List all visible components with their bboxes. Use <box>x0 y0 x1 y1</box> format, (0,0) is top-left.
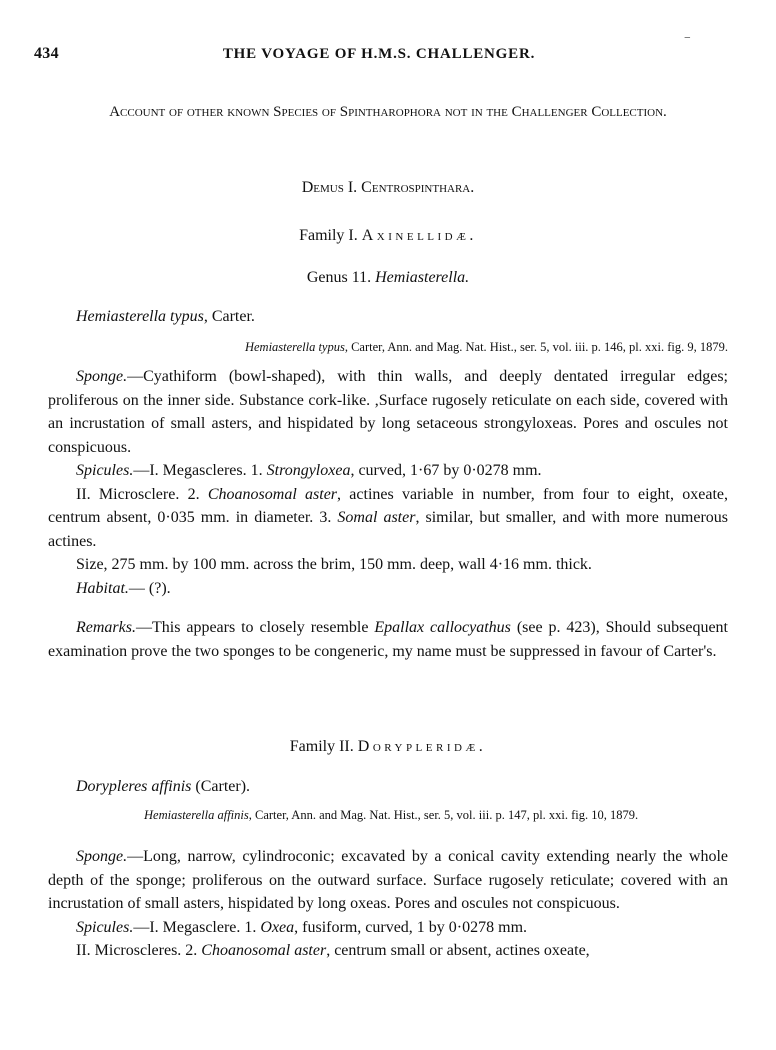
family-prefix: Family I. <box>299 227 362 244</box>
microsclere-text: II. Microsclere. 2. <box>76 485 208 503</box>
species-1-description <box>48 365 728 600</box>
family-prefix: Family II. <box>289 738 358 755</box>
species-2-description <box>48 845 728 963</box>
family-name: Dorypleridæ. <box>357 738 487 755</box>
sponge-label: Sponge. <box>76 368 128 385</box>
species-heading-2 <box>76 775 726 799</box>
microsclere-name: Choanosomal aster <box>207 485 338 503</box>
spicules-text: —I. Megasclere. 1. <box>133 918 261 936</box>
remarks-species: Epallax callocyathus <box>374 619 511 636</box>
spicule-name: Strongyloxea <box>266 462 351 479</box>
genus-name: Hemiasterella. <box>375 269 470 286</box>
remarks-rest: (see p. 423), Should subsequent examination prove the two sponges to be congeneric, my name must be suppressed in favour of Carter's. <box>48 619 728 660</box>
reference-name: Hemiasterella affinis <box>144 808 249 822</box>
reference-1 <box>140 338 728 356</box>
microsclere-text: II. Microscleres. 2. <box>76 942 202 959</box>
species-name: Dorypleres affinis <box>76 778 192 795</box>
spicules-text: —I. Megascleres. 1. <box>133 462 267 479</box>
corner-mark: ‾ <box>685 37 690 52</box>
microsclere-detail: , actines variable in number, from four to eight, oxeate, centrum absent, 0·035 mm. in diameter. 3. <box>48 485 728 526</box>
sponge-paragraph <box>48 365 728 459</box>
species-heading-1 <box>76 305 726 329</box>
reference-text: , Carter, Ann. and Mag. Nat. Hist., ser. 5, vol. iii. p. 147, pl. xxi. fig. 10, 1879. <box>248 808 639 822</box>
microsclere-paragraph <box>48 483 728 554</box>
sponge-text: —Cyathiform (bowl-shaped), with thin walls, and deeply dentated irregular edges; proliferous on the inner side. Substance cork-like. ,Surface rugosely reticulate on each side, covered with an incrustation of small asters, and hispidated by long setaceous strongyloxeas. Pores and oscules not conspicuous. <box>48 368 728 456</box>
microsclere-paragraph <box>48 939 728 963</box>
demus-text: Demus I. Centrospinthara. <box>301 179 475 196</box>
reference-name: Hemiasterella typus <box>244 340 345 354</box>
somal-aster-name: Somal aster <box>337 509 416 526</box>
demus-heading <box>48 176 728 200</box>
remarks-text: —This appears to closely resemble <box>135 619 375 636</box>
spicules-paragraph <box>48 459 728 483</box>
genus-heading <box>48 266 728 290</box>
remarks-label: Remarks. <box>76 619 136 636</box>
size-paragraph: Size, 275 mm. by 100 mm. across the brim, 150 mm. deep, wall 4·16 mm. thick. <box>76 556 592 573</box>
microsclere-name: Choanosomal aster <box>201 942 327 959</box>
reference-2 <box>144 806 720 824</box>
spicules-measure: , curved, 1·67 by 0·0278 mm. <box>350 462 542 479</box>
spicules-measure: , fusiform, curved, 1 by 0·0278 mm. <box>294 918 528 936</box>
page-number: 434 <box>34 45 59 62</box>
species-author: , Carter. <box>203 308 255 325</box>
genus-prefix: Genus 11. <box>306 269 376 286</box>
species-author: (Carter). <box>191 778 251 795</box>
running-title: THE VOYAGE OF H.M.S. CHALLENGER. <box>222 46 536 62</box>
running-header <box>34 37 724 69</box>
species-name: Hemiasterella typus <box>76 308 204 325</box>
remarks-paragraph <box>48 616 728 663</box>
reference-text: , Carter, Ann. and Mag. Nat. Hist., ser. 5, vol. iii. p. 146, pl. xxi. fig. 9, 1879. <box>344 340 728 354</box>
remarks <box>48 616 728 663</box>
somal-aster-detail: , similar, but smaller, and with more numerous actines. <box>48 509 729 550</box>
microsclere-detail: , centrum small or absent, actines oxeate, <box>326 942 590 959</box>
sponge-text: —Long, narrow, cylindroconic; excavated by a conical cavity extending nearly the whole depth of the sponge; proliferous on the outward surface. Surface rugosely reticulate; covered with an incrustation of small asters, hispidated by long oxeas. Pores and oscules not conspicuous. <box>48 848 728 912</box>
sponge-paragraph <box>48 845 728 916</box>
section-title: Account of other known Species of Spintharophora not in the Challenger Collection. <box>109 104 667 120</box>
family-heading-1 <box>48 224 728 248</box>
habitat-label: Habitat. <box>76 579 129 597</box>
family-heading-2 <box>48 735 728 759</box>
spicules-paragraph <box>48 916 728 940</box>
spicules-label: Spicules. <box>76 462 134 479</box>
spicules-label: Spicules. <box>76 918 134 936</box>
habitat-text: — (?). <box>128 579 171 597</box>
family-name: Axinellidæ. <box>361 227 477 244</box>
spicule-name: Oxea <box>260 918 295 936</box>
sponge-label: Sponge. <box>76 848 128 865</box>
habitat-paragraph <box>48 577 728 601</box>
